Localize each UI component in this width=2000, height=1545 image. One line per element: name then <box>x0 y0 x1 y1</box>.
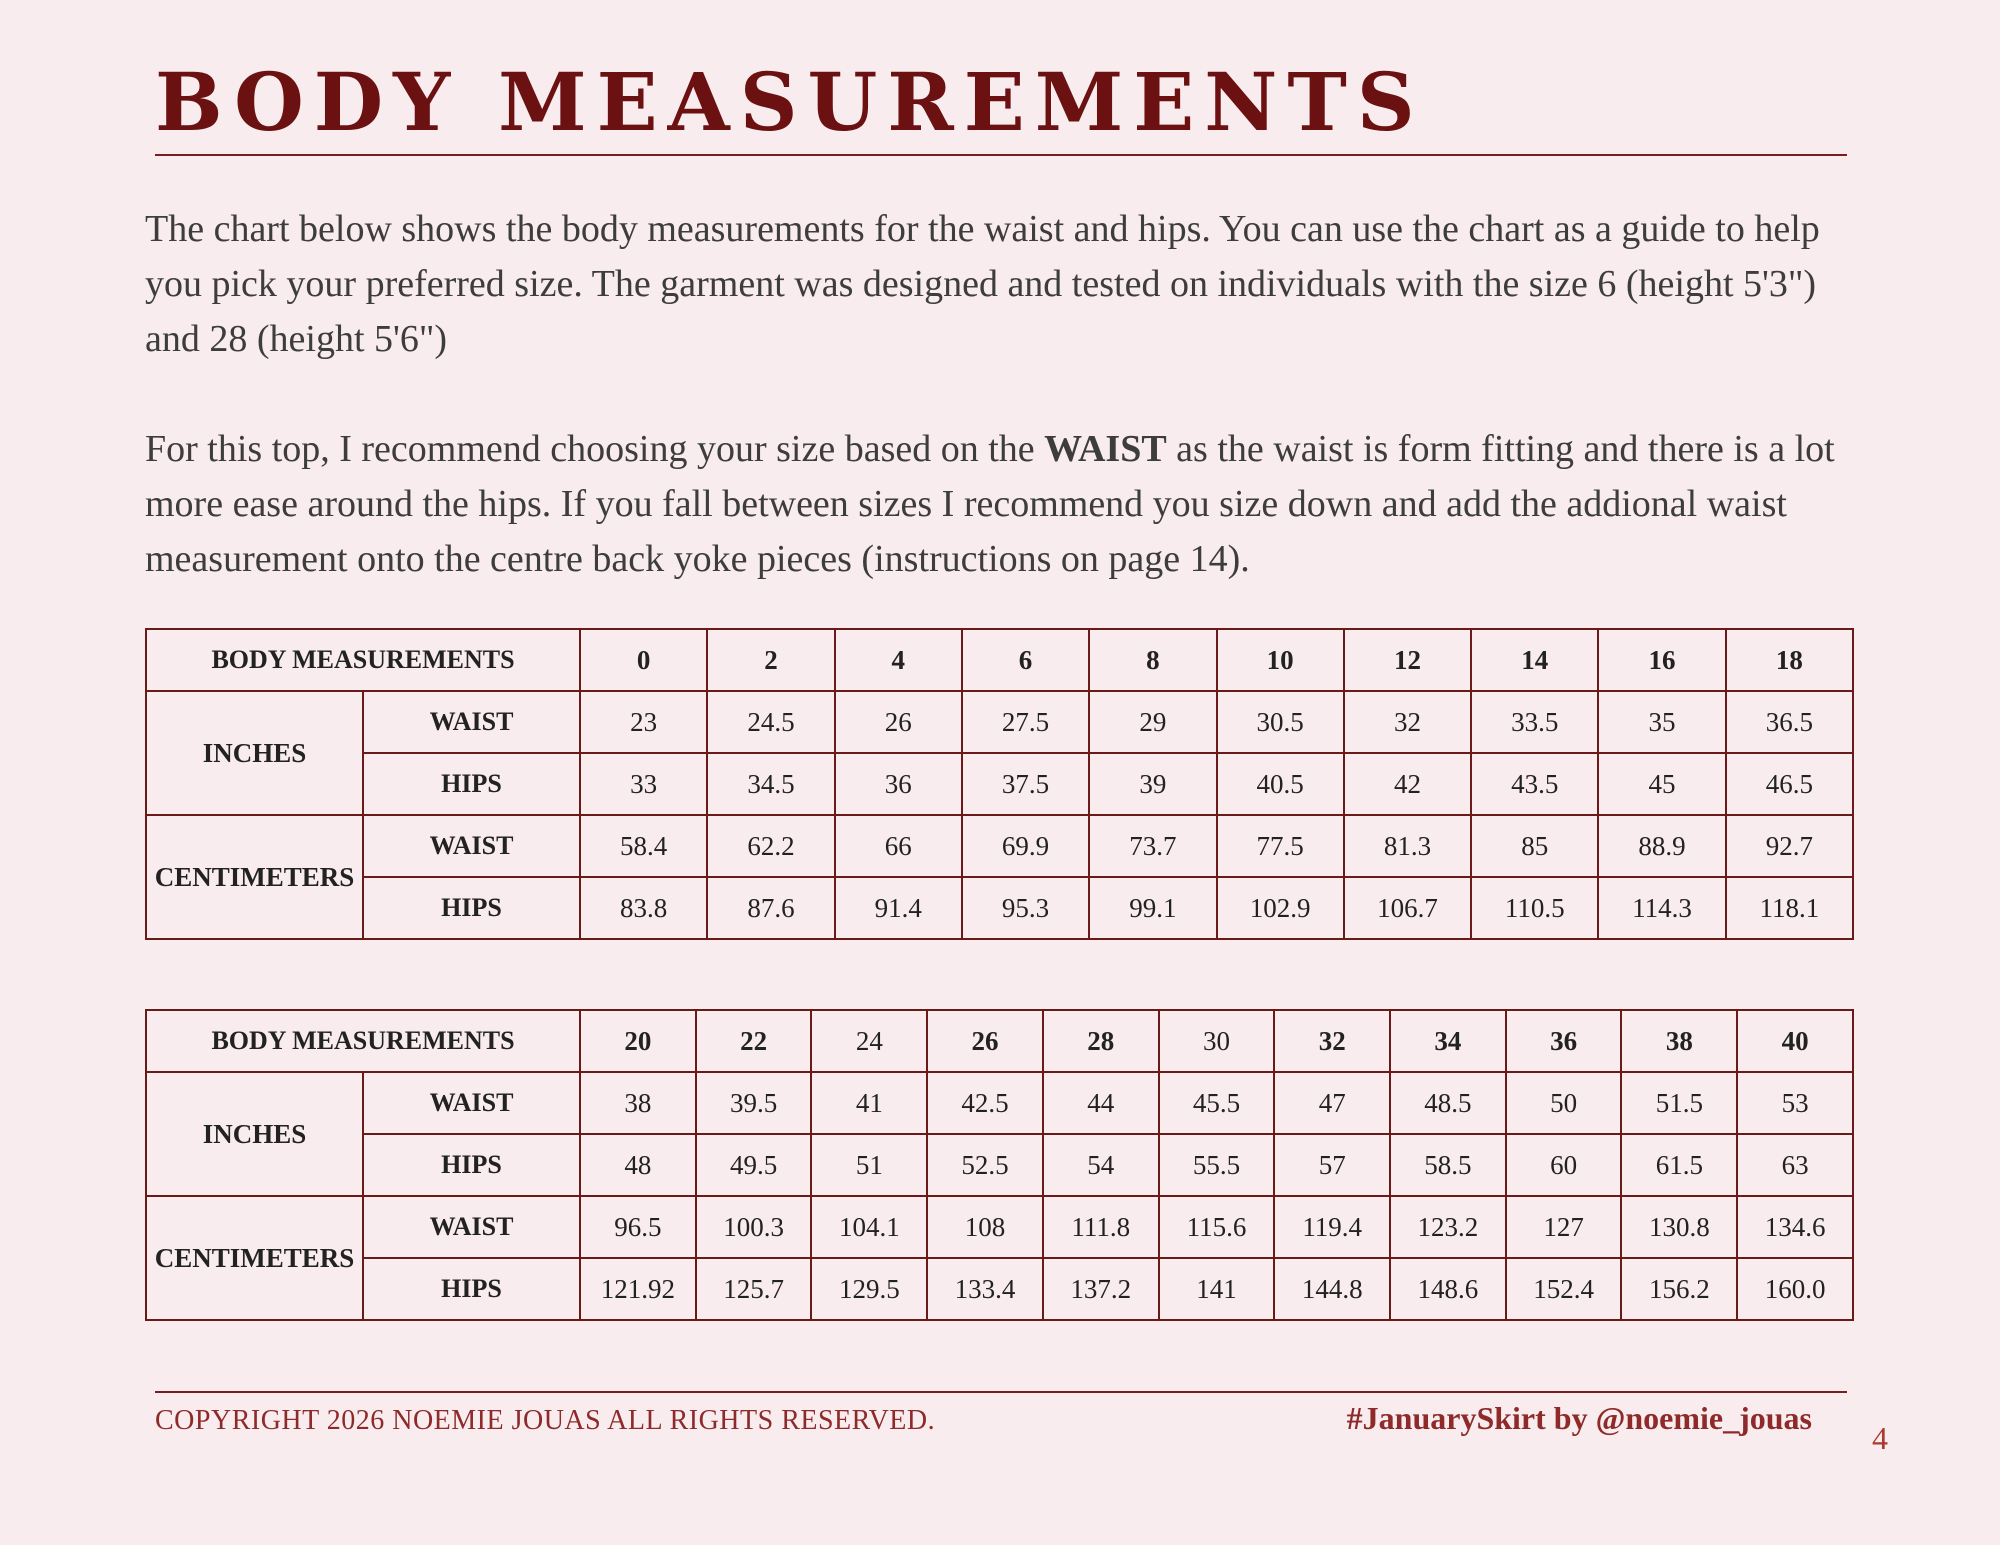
value-cell: 58.4 <box>580 815 707 877</box>
table-row <box>146 1196 1853 1258</box>
value-cell: 48 <box>580 1134 696 1196</box>
intro-p2-start: For this top, I recommend choosing your size based on the <box>145 428 1045 470</box>
table-header-label: BODY MEASUREMENTS <box>146 629 580 691</box>
unit-label-centimeters: CENTIMETERS <box>146 1196 363 1320</box>
value-cell: 61.5 <box>1621 1134 1737 1196</box>
value-cell: 57 <box>1274 1134 1390 1196</box>
value-cell: 160.0 <box>1737 1258 1853 1320</box>
table-header-label: BODY MEASUREMENTS <box>146 1010 580 1072</box>
value-cell: 41 <box>811 1072 927 1134</box>
measure-label-waist: WAIST <box>363 1072 580 1134</box>
value-cell: 53 <box>1737 1072 1853 1134</box>
value-cell: 129.5 <box>811 1258 927 1320</box>
value-cell: 46.5 <box>1726 753 1853 815</box>
value-cell: 87.6 <box>707 877 834 939</box>
value-cell: 88.9 <box>1598 815 1725 877</box>
value-cell: 85 <box>1471 815 1598 877</box>
value-cell: 152.4 <box>1506 1258 1622 1320</box>
size-header-cell: 6 <box>962 629 1089 691</box>
value-cell: 30.5 <box>1217 691 1344 753</box>
value-cell: 24.5 <box>707 691 834 753</box>
value-cell: 40.5 <box>1217 753 1344 815</box>
intro-p2-emphasis: WAIST <box>1044 428 1167 470</box>
size-header-cell: 2 <box>707 629 834 691</box>
table-row <box>146 1134 1853 1196</box>
value-cell: 66 <box>835 815 962 877</box>
value-cell: 45.5 <box>1159 1072 1275 1134</box>
measure-label-hips: HIPS <box>363 1134 580 1196</box>
value-cell: 99.1 <box>1089 877 1216 939</box>
table-row <box>146 691 1853 753</box>
value-cell: 156.2 <box>1621 1258 1737 1320</box>
size-header-cell: 24 <box>811 1010 927 1072</box>
value-cell: 108 <box>927 1196 1043 1258</box>
value-cell: 26 <box>835 691 962 753</box>
measure-label-hips: HIPS <box>363 753 580 815</box>
value-cell: 48.5 <box>1390 1072 1506 1134</box>
value-cell: 69.9 <box>962 815 1089 877</box>
value-cell: 144.8 <box>1274 1258 1390 1320</box>
value-cell: 73.7 <box>1089 815 1216 877</box>
value-cell: 33.5 <box>1471 691 1598 753</box>
size-header-cell: 10 <box>1217 629 1344 691</box>
value-cell: 29 <box>1089 691 1216 753</box>
value-cell: 43.5 <box>1471 753 1598 815</box>
size-header-cell: 30 <box>1159 1010 1275 1072</box>
value-cell: 55.5 <box>1159 1134 1275 1196</box>
value-cell: 51.5 <box>1621 1072 1737 1134</box>
value-cell: 33 <box>580 753 707 815</box>
value-cell: 63 <box>1737 1134 1853 1196</box>
value-cell: 45 <box>1598 753 1725 815</box>
value-cell: 127 <box>1506 1196 1622 1258</box>
value-cell: 81.3 <box>1344 815 1471 877</box>
value-cell: 148.6 <box>1390 1258 1506 1320</box>
value-cell: 123.2 <box>1390 1196 1506 1258</box>
value-cell: 118.1 <box>1726 877 1853 939</box>
value-cell: 115.6 <box>1159 1196 1275 1258</box>
value-cell: 104.1 <box>811 1196 927 1258</box>
value-cell: 54 <box>1043 1134 1159 1196</box>
value-cell: 36 <box>835 753 962 815</box>
measure-label-waist: WAIST <box>363 1196 580 1258</box>
value-cell: 110.5 <box>1471 877 1598 939</box>
value-cell: 37.5 <box>962 753 1089 815</box>
value-cell: 106.7 <box>1344 877 1471 939</box>
value-cell: 62.2 <box>707 815 834 877</box>
value-cell: 141 <box>1159 1258 1275 1320</box>
unit-label-inches: INCHES <box>146 1072 363 1196</box>
size-header-cell: 38 <box>1621 1010 1737 1072</box>
table-header-row <box>146 1010 1853 1072</box>
page-title: BODY MEASUREMENTS <box>155 55 1425 149</box>
measure-label-hips: HIPS <box>363 877 580 939</box>
size-header-cell: 22 <box>696 1010 812 1072</box>
value-cell: 35 <box>1598 691 1725 753</box>
value-cell: 39.5 <box>696 1072 812 1134</box>
value-cell: 130.8 <box>1621 1196 1737 1258</box>
intro-text <box>145 202 1865 587</box>
table-row <box>146 1258 1853 1320</box>
footer-divider <box>155 1391 1847 1393</box>
page-number: 4 <box>1872 1420 1888 1456</box>
value-cell: 96.5 <box>580 1196 696 1258</box>
value-cell: 47 <box>1274 1072 1390 1134</box>
value-cell: 32 <box>1344 691 1471 753</box>
size-header-cell: 12 <box>1344 629 1471 691</box>
value-cell: 100.3 <box>696 1196 812 1258</box>
size-header-cell: 18 <box>1726 629 1853 691</box>
value-cell: 38 <box>580 1072 696 1134</box>
table-row <box>146 815 1853 877</box>
value-cell: 95.3 <box>962 877 1089 939</box>
value-cell: 44 <box>1043 1072 1159 1134</box>
pattern-hashtag: #JanuarySkirt by @noemie_jouas <box>1346 1400 1812 1436</box>
size-header-cell: 4 <box>835 629 962 691</box>
value-cell: 111.8 <box>1043 1196 1159 1258</box>
value-cell: 91.4 <box>835 877 962 939</box>
value-cell: 34.5 <box>707 753 834 815</box>
size-header-cell: 40 <box>1737 1010 1853 1072</box>
value-cell: 133.4 <box>927 1258 1043 1320</box>
value-cell: 23 <box>580 691 707 753</box>
value-cell: 60 <box>1506 1134 1622 1196</box>
copyright-notice: COPYRIGHT 2026 NOEMIE JOUAS ALL RIGHTS RESERVED. <box>155 1405 936 1436</box>
unit-label-centimeters: CENTIMETERS <box>146 815 363 939</box>
value-cell: 114.3 <box>1598 877 1725 939</box>
value-cell: 27.5 <box>962 691 1089 753</box>
size-header-cell: 8 <box>1089 629 1216 691</box>
value-cell: 92.7 <box>1726 815 1853 877</box>
value-cell: 119.4 <box>1274 1196 1390 1258</box>
size-header-cell: 28 <box>1043 1010 1159 1072</box>
table-row <box>146 1072 1853 1134</box>
title-divider <box>155 154 1847 156</box>
value-cell: 36.5 <box>1726 691 1853 753</box>
value-cell: 52.5 <box>927 1134 1043 1196</box>
value-cell: 50 <box>1506 1072 1622 1134</box>
measure-label-waist: WAIST <box>363 691 580 753</box>
value-cell: 51 <box>811 1134 927 1196</box>
size-header-cell: 0 <box>580 629 707 691</box>
intro-paragraph-2 <box>145 422 1865 587</box>
value-cell: 121.92 <box>580 1258 696 1320</box>
table-row <box>146 753 1853 815</box>
value-cell: 77.5 <box>1217 815 1344 877</box>
size-header-cell: 14 <box>1471 629 1598 691</box>
size-table-2 <box>145 1009 1854 1321</box>
size-header-cell: 36 <box>1506 1010 1622 1072</box>
value-cell: 58.5 <box>1390 1134 1506 1196</box>
value-cell: 83.8 <box>580 877 707 939</box>
table-header-row <box>146 629 1853 691</box>
value-cell: 39 <box>1089 753 1216 815</box>
value-cell: 137.2 <box>1043 1258 1159 1320</box>
size-header-cell: 20 <box>580 1010 696 1072</box>
unit-label-inches: INCHES <box>146 691 363 815</box>
value-cell: 42.5 <box>927 1072 1043 1134</box>
measure-label-hips: HIPS <box>363 1258 580 1320</box>
value-cell: 134.6 <box>1737 1196 1853 1258</box>
intro-p2-end: as the waist is form fitting and there is a lot more ease around the hips. If you fall between sizes I recommend you size down and add the addional waist measurement onto the centre back yoke pieces (instructions on page 14). <box>145 428 1835 580</box>
size-header-cell: 16 <box>1598 629 1725 691</box>
table-row <box>146 877 1853 939</box>
value-cell: 102.9 <box>1217 877 1344 939</box>
value-cell: 49.5 <box>696 1134 812 1196</box>
size-table-1 <box>145 628 1854 940</box>
value-cell: 42 <box>1344 753 1471 815</box>
size-header-cell: 26 <box>927 1010 1043 1072</box>
measure-label-waist: WAIST <box>363 815 580 877</box>
size-header-cell: 34 <box>1390 1010 1506 1072</box>
size-header-cell: 32 <box>1274 1010 1390 1072</box>
value-cell: 125.7 <box>696 1258 812 1320</box>
intro-paragraph-1: The chart below shows the body measurements for the waist and hips. You can use the chart as a guide to help you pick your preferred size. The garment was designed and tested on individuals with the size 6 (height 5'3") and 28 (height 5'6") <box>145 208 1820 360</box>
